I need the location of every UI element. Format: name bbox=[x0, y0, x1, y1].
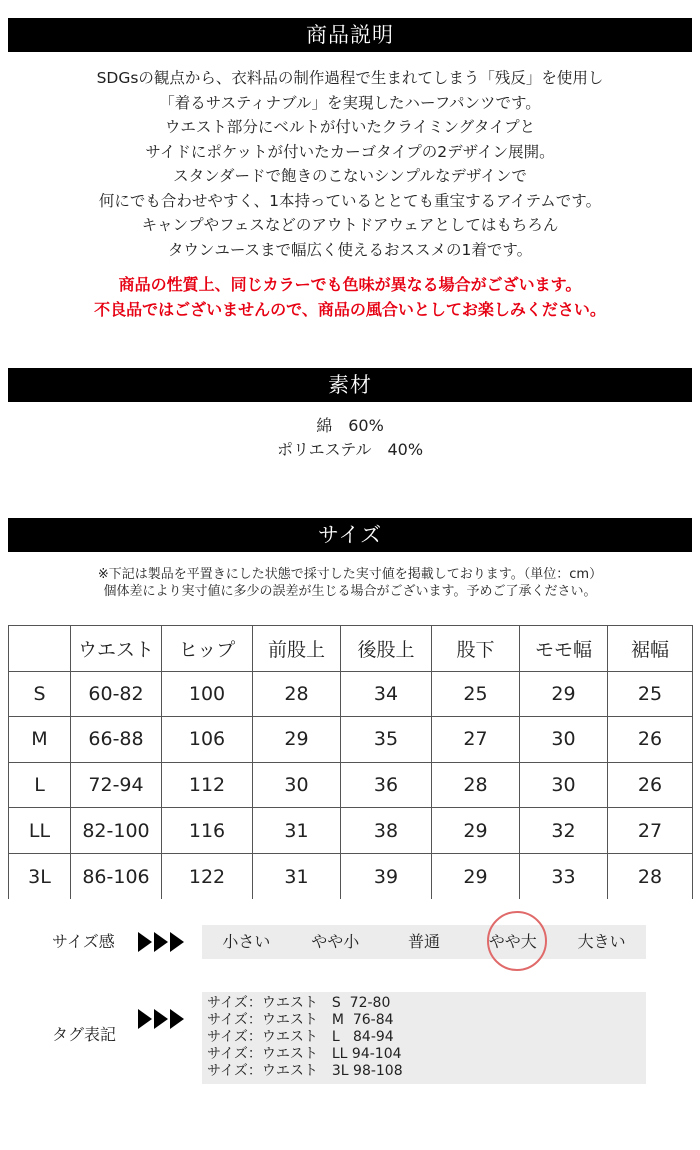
table-cell: 28 bbox=[253, 671, 341, 717]
table-row bbox=[9, 762, 693, 808]
size-note-line: 個体差により実寸値に多少の誤差が生じる場合がございます。予めご了承ください。 bbox=[103, 584, 597, 599]
table-cell: 29 bbox=[432, 853, 520, 899]
size-feel-selected-circle bbox=[487, 911, 547, 971]
table-cell: 106 bbox=[162, 717, 253, 763]
table-cell: 33 bbox=[520, 853, 608, 899]
description-line: 「着るサスティナブル」を実現したハーフパンツです。 bbox=[159, 93, 541, 112]
warning-line: 不良品ではございませんので、商品の風合いとしてお楽しみください。 bbox=[94, 300, 606, 319]
header-cell-hip: ヒップ bbox=[162, 626, 253, 672]
table-cell: 36 bbox=[341, 762, 432, 808]
table-cell: 39 bbox=[341, 853, 432, 899]
warning-line: 商品の性質上、同じカラーでも色味が異なる場合がございます。 bbox=[118, 275, 582, 294]
table-row bbox=[9, 853, 693, 899]
tag-line: サイズ：ウエスト 3L 98-108 bbox=[207, 1063, 403, 1079]
table-cell: 86-106 bbox=[71, 853, 162, 899]
size-feel-option-small: 小さい bbox=[222, 932, 271, 951]
size-feel-option-slightly-large: やや大 bbox=[488, 932, 537, 951]
arrow-right-icon bbox=[170, 932, 184, 952]
size-section-header: サイズ bbox=[8, 518, 692, 552]
table-cell: 35 bbox=[341, 717, 432, 763]
table-cell: 82-100 bbox=[71, 808, 162, 854]
table-cell: 100 bbox=[162, 671, 253, 717]
table-cell: 29 bbox=[253, 717, 341, 763]
tag-line: サイズ：ウエスト LL 94-104 bbox=[207, 1046, 402, 1062]
description-line: サイドにポケットが付いたカーゴタイプの2デザイン展開。 bbox=[145, 142, 555, 161]
tag-line: サイズ：ウエスト S 72-80 bbox=[207, 995, 391, 1011]
table-cell: 66-88 bbox=[71, 717, 162, 763]
arrow-right-icon bbox=[138, 1009, 152, 1029]
material-list bbox=[8, 414, 692, 462]
table-cell: 31 bbox=[253, 808, 341, 854]
size-feel-label: サイズ感 bbox=[52, 932, 115, 951]
table-cell: 72-94 bbox=[71, 762, 162, 808]
table-cell: L bbox=[9, 762, 71, 808]
table-cell: 26 bbox=[608, 762, 693, 808]
table-cell: 122 bbox=[162, 853, 253, 899]
arrow-right-icon bbox=[154, 1009, 168, 1029]
table-row bbox=[9, 717, 693, 763]
description-line: スタンダードで飽きのこないシンプルなデザインで bbox=[173, 167, 527, 185]
tag-label: タグ表記 bbox=[52, 1025, 117, 1044]
material-line: 綿 60% bbox=[316, 416, 384, 435]
table-cell: 27 bbox=[608, 808, 693, 854]
header-cell-thigh: モモ幅 bbox=[520, 626, 608, 672]
table-cell: 3L bbox=[9, 853, 71, 899]
arrow-right-icon bbox=[154, 932, 168, 952]
table-cell: 26 bbox=[608, 717, 693, 763]
table-cell: 60-82 bbox=[71, 671, 162, 717]
size-note bbox=[8, 566, 692, 600]
tag-arrows bbox=[138, 1009, 184, 1029]
table-cell: 29 bbox=[432, 808, 520, 854]
size-note-line: ※下記は製品を平置きにした状態で採寸した実寸値を掲載しております。（単位：cm） bbox=[97, 567, 603, 582]
table-cell: 28 bbox=[432, 762, 520, 808]
description-line: ウエスト部分にベルトが付いたクライミングタイプと bbox=[164, 118, 536, 136]
tag-line: サイズ：ウエスト M 76-84 bbox=[207, 1012, 394, 1028]
arrow-right-icon bbox=[170, 1009, 184, 1029]
table-cell: S bbox=[9, 671, 71, 717]
table-cell: 116 bbox=[162, 808, 253, 854]
header-cell-blank bbox=[9, 626, 71, 672]
header-cell-back-rise: 後股上 bbox=[341, 626, 432, 672]
table-cell: 112 bbox=[162, 762, 253, 808]
description-line: タウンユースまで幅広く使えるおススメの1着です。 bbox=[167, 240, 533, 259]
header-cell-hem: 裾幅 bbox=[608, 626, 693, 672]
header-cell-front-rise: 前股上 bbox=[253, 626, 341, 672]
size-table-header-row bbox=[9, 626, 693, 672]
table-cell: 38 bbox=[341, 808, 432, 854]
table-cell: 30 bbox=[520, 717, 608, 763]
size-feel-option-large: 大きい bbox=[577, 932, 626, 951]
table-cell: 32 bbox=[520, 808, 608, 854]
size-feel-arrows bbox=[138, 932, 184, 952]
table-cell: 30 bbox=[253, 762, 341, 808]
header-cell-inseam: 股下 bbox=[432, 626, 520, 672]
description-line: 何にでも合わせやすく、1本持っているととても重宝するアイテムです。 bbox=[98, 191, 602, 210]
size-feel-option-slightly-small: やや小 bbox=[311, 932, 360, 951]
size-feel-option-normal: 普通 bbox=[407, 932, 440, 951]
description-line: SDGsの観点から、衣料品の制作過程で生まれてしまう「残反」を使用し bbox=[96, 69, 604, 87]
table-cell: 31 bbox=[253, 853, 341, 899]
size-feel-scale bbox=[202, 925, 646, 959]
color-warning bbox=[8, 272, 692, 322]
table-row bbox=[9, 671, 693, 717]
description-line: キャンプやフェスなどのアウトドアウェアとしてはもちろん bbox=[141, 216, 559, 234]
table-cell: LL bbox=[9, 808, 71, 854]
table-cell: 27 bbox=[432, 717, 520, 763]
table-row bbox=[9, 808, 693, 854]
header-cell-waist: ウエスト bbox=[71, 626, 162, 672]
table-cell: 25 bbox=[432, 671, 520, 717]
table-cell: 25 bbox=[608, 671, 693, 717]
table-cell: 34 bbox=[341, 671, 432, 717]
product-description bbox=[8, 66, 692, 262]
arrow-right-icon bbox=[138, 932, 152, 952]
table-cell: M bbox=[9, 717, 71, 763]
material-section-header: 素材 bbox=[8, 368, 692, 402]
table-cell: 28 bbox=[608, 853, 693, 899]
description-section-header: 商品説明 bbox=[8, 18, 692, 52]
tag-size-list bbox=[202, 992, 646, 1084]
tag-line: サイズ：ウエスト L 84-94 bbox=[207, 1029, 394, 1045]
size-table bbox=[8, 625, 693, 899]
table-cell: 29 bbox=[520, 671, 608, 717]
table-cell: 30 bbox=[520, 762, 608, 808]
material-line: ポリエステル 40% bbox=[276, 440, 424, 459]
